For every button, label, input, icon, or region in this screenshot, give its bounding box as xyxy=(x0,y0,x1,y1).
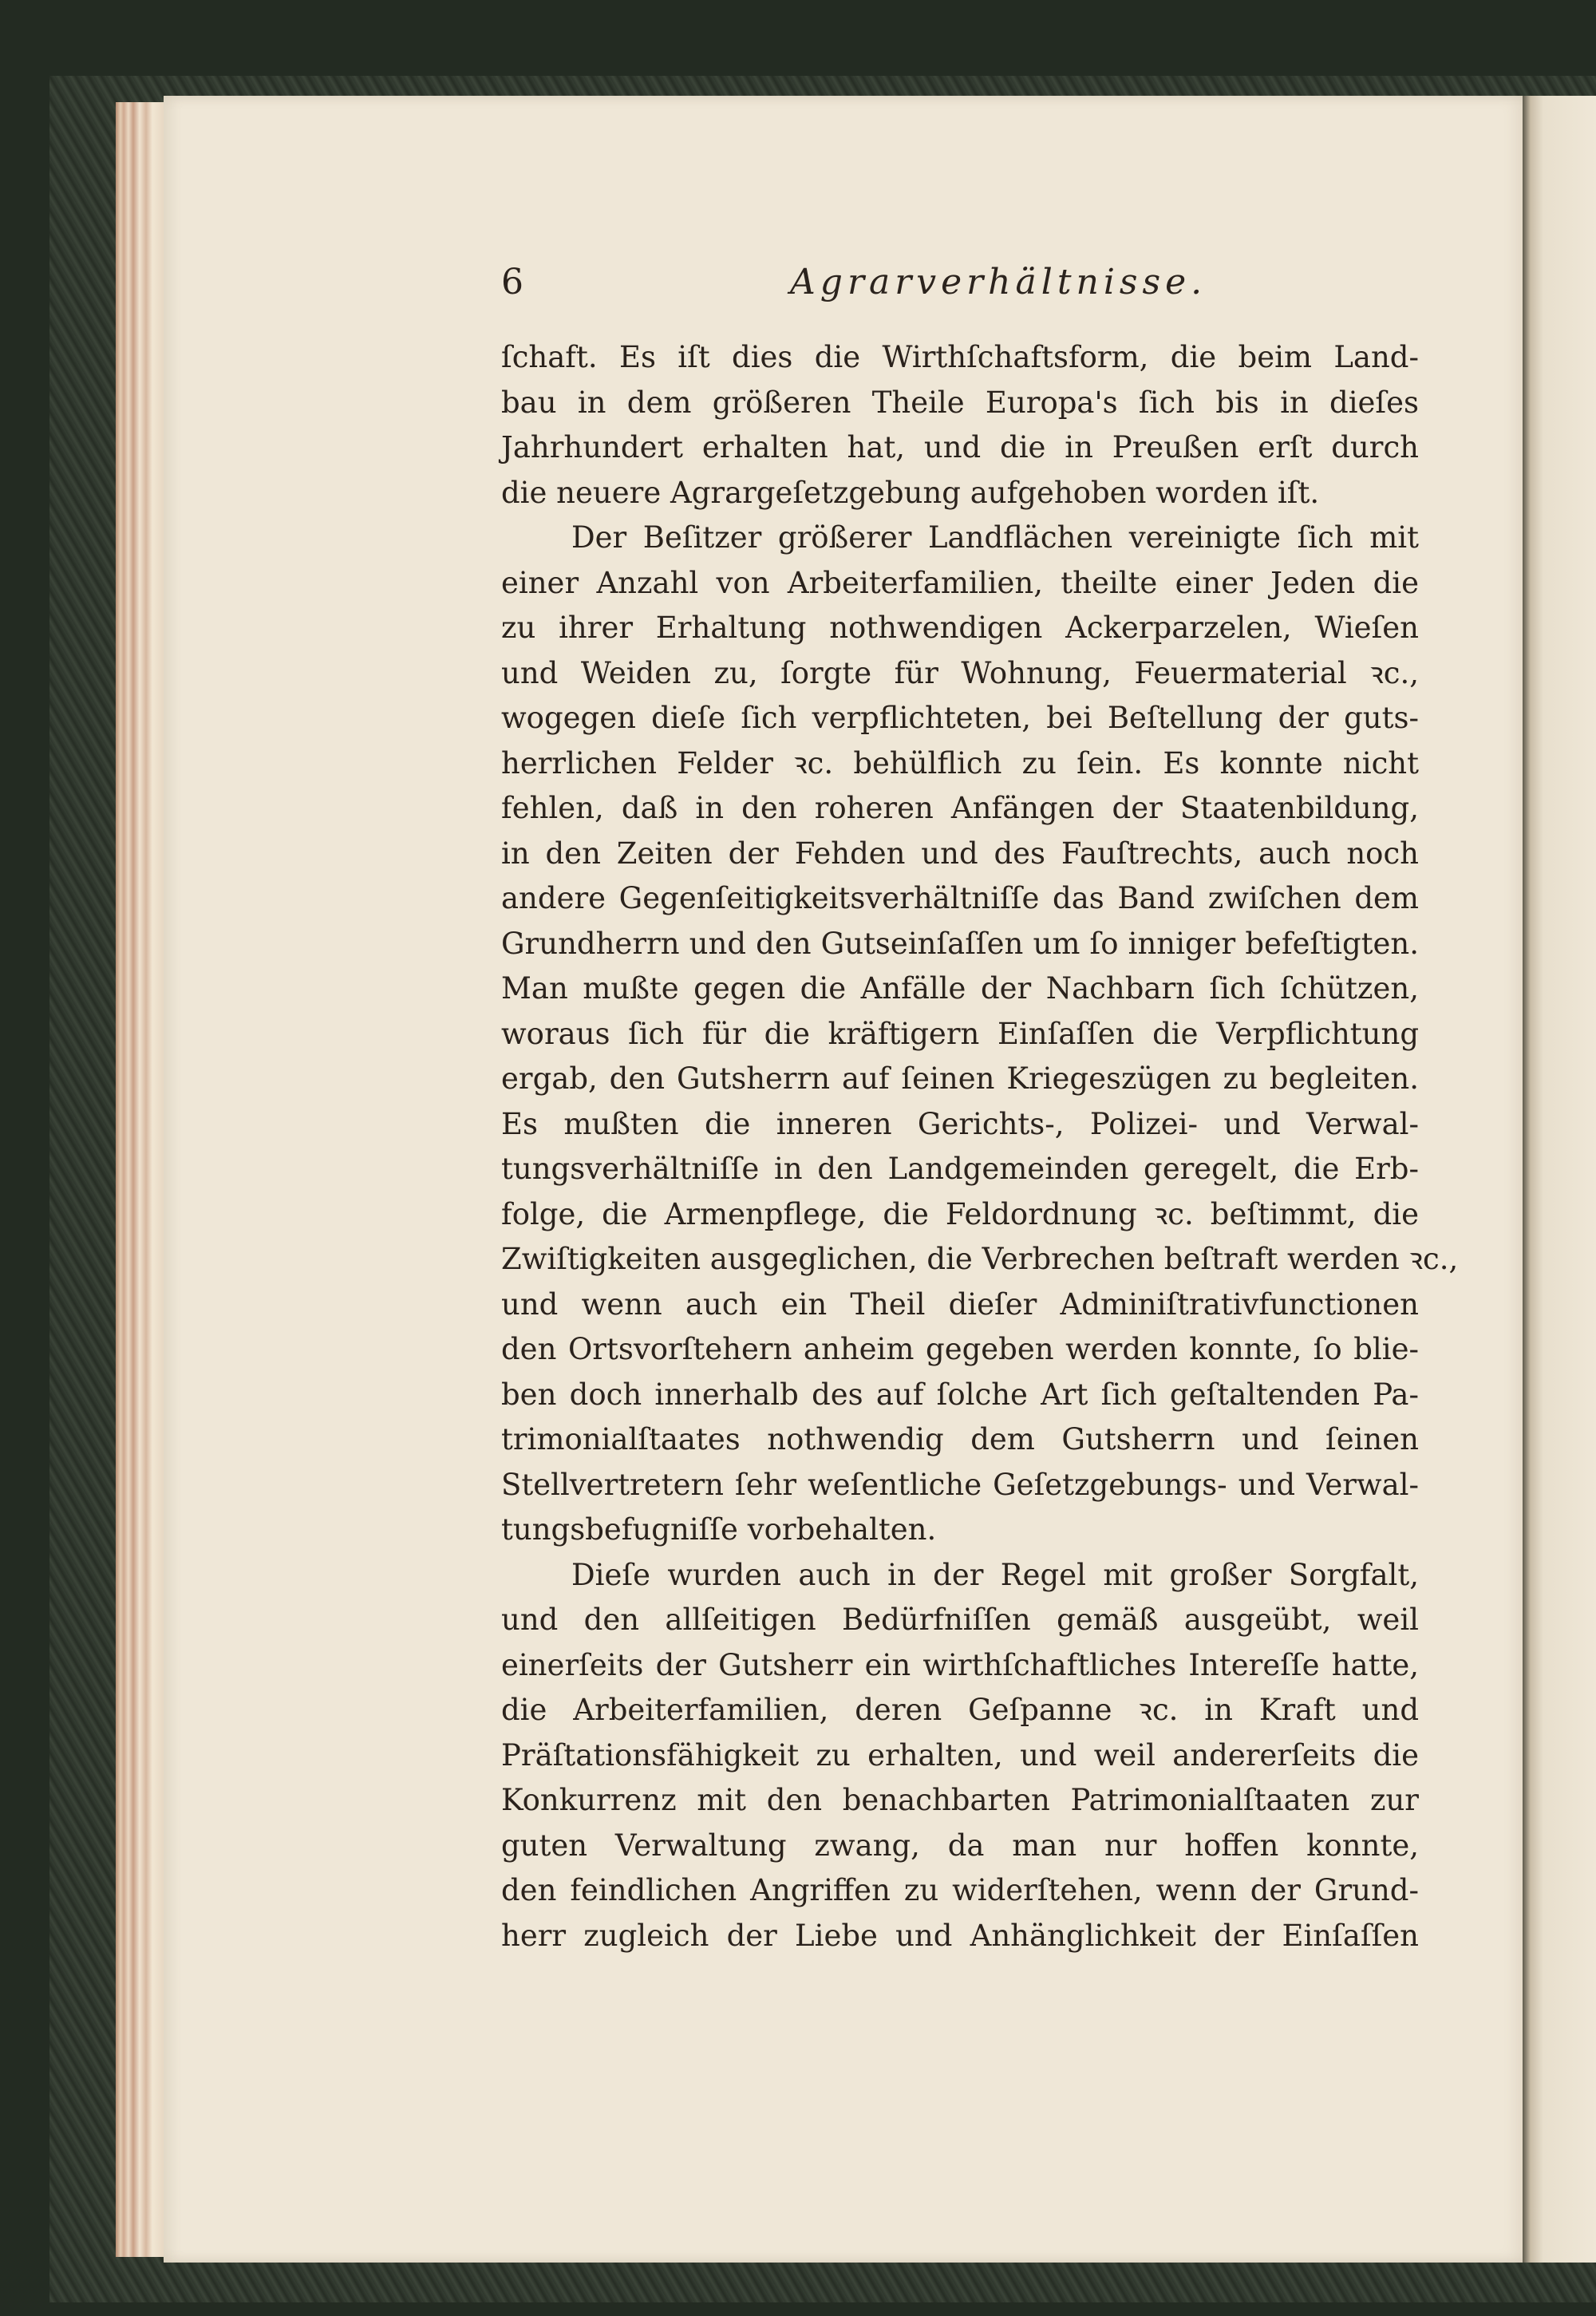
text-line: den feindlichen Angriffen zu widerſtehen, wenn der Grund- xyxy=(501,1873,1419,1907)
text-line: Dieſe wurden auch in der Regel mit großer Sorgfalt, xyxy=(571,1557,1419,1592)
text-line: und den allſeitigen Bedürfniſſen gemäß ausgeübt, weil xyxy=(501,1603,1419,1637)
text-line: tungsverhältniſſe in den Landgemeinden geregelt, die Erb- xyxy=(501,1152,1419,1186)
text-line: Stellvertretern ſehr weſentliche Geſetzgebungs- und Verwal- xyxy=(501,1467,1419,1502)
text-line: und Weiden zu, ſorgte für Wohnung, Feuermaterial ꝛc., xyxy=(501,655,1419,690)
text-line: die neuere Agrargeſetzgebung aufgehoben worden iſt. xyxy=(501,475,1320,510)
text-line: Konkurrenz mit den benachbarten Patrimonialſtaaten zur xyxy=(501,1783,1419,1817)
text-line: Man mußte gegen die Anfälle der Nachbarn ſich ſchützen, xyxy=(501,971,1419,1006)
text-line: woraus ſich für die kräftigern Einſaſſen die Verpflichtung xyxy=(501,1016,1419,1051)
text-line: Zwiſtigkeiten ausgeglichen, die Verbrechen beſtraft werden ꝛc., xyxy=(501,1242,1459,1276)
text-line: trimonialſtaates nothwendig dem Gutsherrn und ſeinen xyxy=(501,1422,1419,1456)
text-line: Der Beſitzer größerer Landflächen vereinigte ſich mit xyxy=(571,520,1419,555)
text-line: herr zugleich der Liebe und Anhänglichkeit der Einſaſſen xyxy=(501,1918,1419,1953)
text-line: einerſeits der Gutsherr ein wirthſchaftliches Intereſſe hatte, xyxy=(501,1647,1419,1682)
text-line: ergab, den Gutsherrn auf ſeinen Kriegeszügen zu begleiten. xyxy=(501,1061,1419,1096)
text-line: ſchaft. Es iſt dies die Wirthſchaftsform, die beim Land- xyxy=(501,340,1419,374)
text-line: herrlichen Felder ꝛc. behülflich zu ſein. Es konnte nicht xyxy=(501,745,1419,781)
facing-page-edge xyxy=(1523,96,1596,2263)
text-line: den Ortsvorſtehern anheim gegeben werden konnte, ſo blie- xyxy=(501,1332,1419,1366)
text-line: Präſtationsfähigkeit zu erhalten, und weil andererſeits die xyxy=(501,1737,1419,1773)
text-line: folge, die Armenpflege, die Feldordnung ꝛc. beſtimmt, die xyxy=(501,1196,1419,1231)
text-line: Grundherrn und den Gutseinſaſſen um ſo inniger befeſtigten. xyxy=(501,926,1419,961)
text-line: die Arbeiterfamilien, deren Geſpanne ꝛc. in Kraft und xyxy=(501,1693,1419,1727)
page-header xyxy=(501,262,1419,334)
text-line: einer Anzahl von Arbeiterfamilien, theilte einer Jeden die xyxy=(501,565,1419,600)
body-text xyxy=(501,335,1459,1958)
text-line: andere Gegenſeitigkeitsverhältniſſe das Band zwiſchen dem xyxy=(501,881,1419,915)
text-line: guten Verwaltung zwang, da man nur hoffen konnte, xyxy=(501,1828,1419,1863)
text-line: fehlen, daß in den roheren Anfängen der Staatenbildung, xyxy=(501,791,1419,825)
text-line: ben doch innerhalb des auf ſolche Art ſich geſtaltenden Pa- xyxy=(501,1377,1419,1412)
text-line: tungsbefugniſſe vorbehalten. xyxy=(501,1512,937,1547)
text-line: in den Zeiten der Fehden und des Fauſtrechts, auch noch xyxy=(501,836,1419,871)
text-line: und wenn auch ein Theil dieſer Adminiſtrativfunctionen xyxy=(501,1286,1419,1322)
text-line: zu ihrer Erhaltung nothwendigen Ackerparzelen, Wieſen xyxy=(501,611,1419,645)
text-line: bau in dem größeren Theile Europa's ſich bis in dieſes xyxy=(501,385,1419,420)
text-line: Jahrhundert erhalten hat, und die in Preußen erſt durch xyxy=(501,430,1419,464)
text-line: wogegen dieſe ſich verpflichteten, bei Beſtellung der guts- xyxy=(501,701,1419,735)
text-line: Es mußten die inneren Gerichts-, Polizei- und Verwal- xyxy=(501,1106,1419,1141)
running-head: Agrarverhältnisse. xyxy=(790,262,1207,302)
page-number: 6 xyxy=(501,262,523,302)
page-edges xyxy=(116,102,165,2257)
